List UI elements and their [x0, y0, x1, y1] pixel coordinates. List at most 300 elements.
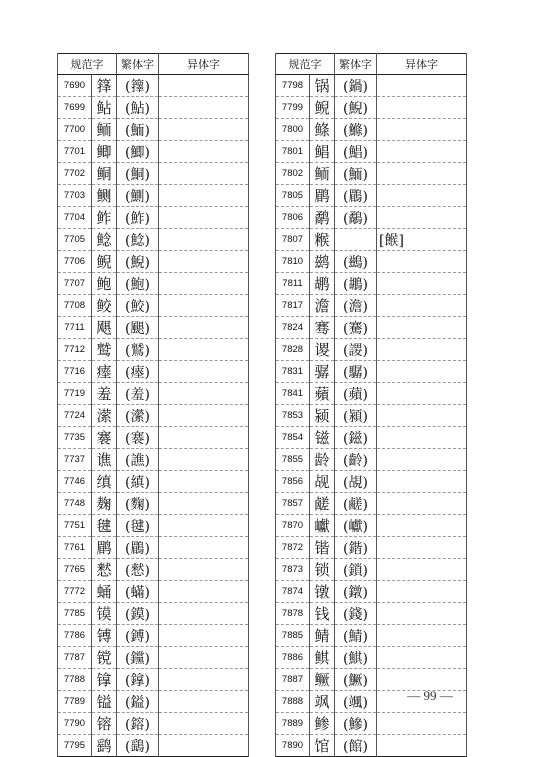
table-row — [58, 647, 249, 669]
entry-number: 7712 — [58, 339, 92, 361]
variant-char — [377, 647, 467, 669]
variant-char — [377, 625, 467, 647]
variant-char — [377, 559, 467, 581]
traditional-char: (鰂) — [117, 185, 159, 207]
standard-char: 褰 — [92, 427, 117, 449]
variant-char — [159, 647, 249, 669]
variant-char — [159, 537, 249, 559]
standard-char: 鹬 — [310, 207, 335, 229]
standard-char: 鲍 — [92, 273, 117, 295]
table-header-row — [276, 54, 467, 75]
table-row — [276, 713, 467, 735]
traditional-char: (鎡) — [335, 427, 377, 449]
table-row — [276, 537, 467, 559]
entry-number: 7870 — [276, 515, 310, 537]
entry-number: 7886 — [276, 647, 310, 669]
table-row — [276, 493, 467, 515]
traditional-char: (鷂) — [117, 735, 159, 757]
standard-char: 鲳 — [310, 141, 335, 163]
entry-number: 7789 — [58, 691, 92, 713]
entry-number: 7873 — [276, 559, 310, 581]
traditional-char: (鷀) — [335, 251, 377, 273]
entry-number: 7817 — [276, 295, 310, 317]
page-number: — 99 — — [407, 688, 453, 703]
entry-number: 7708 — [58, 295, 92, 317]
standard-char: 镈 — [92, 625, 117, 647]
table-row — [276, 229, 467, 251]
entry-number: 7702 — [58, 163, 92, 185]
standard-char: 箨 — [92, 75, 117, 97]
standard-char: 鲭 — [310, 625, 335, 647]
entry-number: 7746 — [58, 471, 92, 493]
table-row — [58, 735, 249, 757]
table-row — [58, 625, 249, 647]
table-row — [276, 603, 467, 625]
header-standard: 规范字 — [276, 54, 335, 75]
header-standard: 规范字 — [58, 54, 117, 75]
standard-char: 飒 — [310, 691, 335, 713]
variant-char: [餱] — [377, 229, 467, 251]
variant-char — [159, 229, 249, 251]
standard-char: 巘 — [310, 515, 335, 537]
table-row — [58, 427, 249, 449]
table-row — [276, 75, 467, 97]
entry-number: 7711 — [58, 317, 92, 339]
traditional-char: (巘) — [335, 515, 377, 537]
traditional-char: (澹) — [335, 295, 377, 317]
entry-number: 7788 — [58, 669, 92, 691]
table-row — [58, 251, 249, 273]
variant-char — [159, 207, 249, 229]
table-row — [276, 317, 467, 339]
standard-char: 锴 — [310, 537, 335, 559]
entry-number: 7704 — [58, 207, 92, 229]
table-row — [276, 383, 467, 405]
table-row — [58, 405, 249, 427]
variant-char — [377, 427, 467, 449]
table-row — [276, 449, 467, 471]
standard-char: 锁 — [310, 559, 335, 581]
entry-number: 7703 — [58, 185, 92, 207]
entry-number: 7795 — [58, 735, 92, 757]
variant-char — [377, 537, 467, 559]
standard-char: 馆 — [310, 735, 335, 757]
table-row — [276, 119, 467, 141]
standard-char: 鲵 — [310, 97, 335, 119]
traditional-char: (錢) — [335, 603, 377, 625]
entry-number: 7707 — [58, 273, 92, 295]
entry-number: 7706 — [58, 251, 92, 273]
entry-number: 7888 — [276, 691, 310, 713]
variant-char — [159, 251, 249, 273]
entry-number: 7889 — [276, 713, 310, 735]
standard-char: 鹞 — [92, 735, 117, 757]
table-row — [276, 185, 467, 207]
standard-char: 鲹 — [310, 713, 335, 735]
standard-char: 鲶 — [92, 229, 117, 251]
header-variant: 异体字 — [377, 54, 467, 75]
variant-char — [159, 75, 249, 97]
variant-char — [159, 97, 249, 119]
entry-number: 7807 — [276, 229, 310, 251]
standard-char: 镃 — [310, 427, 335, 449]
header-traditional: 繁体字 — [335, 54, 377, 75]
entry-number: 7761 — [58, 537, 92, 559]
standard-char: 鹾 — [310, 493, 335, 515]
traditional-char: (鶥) — [117, 537, 159, 559]
traditional-char: (潁) — [335, 405, 377, 427]
table-row — [276, 207, 467, 229]
variant-char — [377, 361, 467, 383]
variant-char — [159, 581, 249, 603]
standard-char: 鲫 — [92, 141, 117, 163]
variant-char — [159, 383, 249, 405]
entry-number: 7853 — [276, 405, 310, 427]
table-row — [58, 449, 249, 471]
table-row — [58, 471, 249, 493]
entry-number: 7716 — [58, 361, 92, 383]
variant-char — [159, 361, 249, 383]
traditional-char: (钂) — [117, 647, 159, 669]
variant-char — [377, 141, 467, 163]
variant-char — [377, 295, 467, 317]
standard-char: 鲇 — [92, 97, 117, 119]
traditional-char: (鯰) — [117, 229, 159, 251]
entry-number: 7885 — [276, 625, 310, 647]
traditional-char: (鱖) — [335, 669, 377, 691]
variant-char — [159, 339, 249, 361]
header-variant: 异体字 — [159, 54, 249, 75]
traditional-char: (謖) — [335, 339, 377, 361]
entry-number: 7701 — [58, 141, 92, 163]
table-row — [58, 141, 249, 163]
table-row — [58, 559, 249, 581]
variant-char — [377, 383, 467, 405]
entry-number: 7699 — [58, 97, 92, 119]
standard-char: 镕 — [92, 713, 117, 735]
entry-number: 7799 — [276, 97, 310, 119]
table-row — [276, 515, 467, 537]
right-character-table — [275, 53, 467, 757]
variant-char — [377, 735, 467, 757]
variant-char — [377, 75, 467, 97]
standard-char: 羞 — [92, 383, 117, 405]
standard-char: 镎 — [92, 669, 117, 691]
traditional-char: (鮞) — [117, 119, 159, 141]
variant-char — [377, 207, 467, 229]
standard-char: 镋 — [92, 647, 117, 669]
traditional-char: (鯢) — [335, 97, 377, 119]
variant-char — [377, 603, 467, 625]
standard-char: 潆 — [92, 405, 117, 427]
entry-number: 7705 — [58, 229, 92, 251]
variant-char — [159, 625, 249, 647]
variant-char — [159, 603, 249, 625]
table-row — [58, 515, 249, 537]
standard-char: 骞 — [310, 317, 335, 339]
standard-char: 镦 — [310, 581, 335, 603]
entry-number: 7857 — [276, 493, 310, 515]
variant-char — [159, 669, 249, 691]
entry-number: 7824 — [276, 317, 310, 339]
standard-char: 颍 — [310, 405, 335, 427]
traditional-char: (鯢) — [117, 251, 159, 273]
entry-number: 7748 — [58, 493, 92, 515]
standard-char: 锅 — [310, 75, 335, 97]
traditional-char: (憖) — [117, 559, 159, 581]
entry-number: 7751 — [58, 515, 92, 537]
traditional-char: (麴) — [117, 493, 159, 515]
traditional-char: (蘋) — [335, 383, 377, 405]
standard-char: 鹕 — [310, 273, 335, 295]
entry-number: 7785 — [58, 603, 92, 625]
traditional-char: (覘) — [335, 471, 377, 493]
entry-number: 7872 — [276, 537, 310, 559]
table-row — [58, 185, 249, 207]
variant-char — [159, 119, 249, 141]
variant-char — [377, 273, 467, 295]
standard-char: 鹫 — [92, 339, 117, 361]
variant-char — [159, 163, 249, 185]
table-row — [276, 339, 467, 361]
traditional-char: (鮓) — [117, 207, 159, 229]
entry-number: 7787 — [58, 647, 92, 669]
entry-number: 7890 — [276, 735, 310, 757]
traditional-char: (鏌) — [117, 603, 159, 625]
traditional-char: (鶘) — [335, 273, 377, 295]
standard-char: 鹚 — [310, 251, 335, 273]
traditional-char: (羞) — [117, 383, 159, 405]
standard-char: 觇 — [310, 471, 335, 493]
entry-number: 7765 — [58, 559, 92, 581]
traditional-char: (鹺) — [335, 493, 377, 515]
table-row — [58, 75, 249, 97]
entry-number: 7887 — [276, 669, 310, 691]
traditional-char: (瘞) — [117, 361, 159, 383]
standard-char: 鹛 — [310, 185, 335, 207]
table-row — [58, 581, 249, 603]
variant-char — [377, 713, 467, 735]
entry-number: 7719 — [58, 383, 92, 405]
entry-number: 7841 — [276, 383, 310, 405]
variant-char — [377, 163, 467, 185]
standard-char: 慭 — [92, 559, 117, 581]
standard-char: 龄 — [310, 449, 335, 471]
traditional-char: (籜) — [117, 75, 159, 97]
table-row — [276, 405, 467, 427]
traditional-char: (瀠) — [117, 405, 159, 427]
standard-char: 缜 — [92, 471, 117, 493]
entry-number: 7854 — [276, 427, 310, 449]
variant-char — [159, 713, 249, 735]
traditional-char: (鎿) — [117, 669, 159, 691]
table-row — [276, 581, 467, 603]
table-row — [276, 361, 467, 383]
traditional-char: (鯖) — [335, 625, 377, 647]
table-row — [276, 559, 467, 581]
standard-char: 鲕 — [310, 163, 335, 185]
traditional-char: (驏) — [335, 361, 377, 383]
variant-char — [377, 515, 467, 537]
traditional-char: (館) — [335, 735, 377, 757]
entry-number: 7724 — [58, 405, 92, 427]
standard-char: 瘗 — [92, 361, 117, 383]
traditional-char: (鮑) — [117, 273, 159, 295]
table-row — [276, 97, 467, 119]
traditional-char: (鍋) — [335, 75, 377, 97]
variant-char — [159, 141, 249, 163]
standard-char: 鲦 — [310, 119, 335, 141]
table-row — [276, 141, 467, 163]
entry-number: 7828 — [276, 339, 310, 361]
table-row — [58, 537, 249, 559]
standard-char: 谯 — [92, 449, 117, 471]
table-row — [58, 669, 249, 691]
variant-char — [377, 493, 467, 515]
header-traditional: 繁体字 — [117, 54, 159, 75]
standard-char: 鹛 — [92, 537, 117, 559]
variant-char — [159, 471, 249, 493]
table-row — [276, 735, 467, 757]
traditional-char: (褰) — [117, 427, 159, 449]
standard-char: 鲕 — [92, 119, 117, 141]
standard-char: 飓 — [92, 317, 117, 339]
variant-char — [377, 251, 467, 273]
variant-char — [159, 691, 249, 713]
standard-char: 鲖 — [92, 163, 117, 185]
standard-char: 钱 — [310, 603, 335, 625]
standard-char: 鲗 — [92, 185, 117, 207]
table-row — [58, 163, 249, 185]
table-row — [276, 471, 467, 493]
table-row — [58, 207, 249, 229]
table-row — [276, 163, 467, 185]
table-row — [58, 603, 249, 625]
standard-char: 镒 — [92, 691, 117, 713]
variant-char — [159, 185, 249, 207]
traditional-char: (鎔) — [117, 713, 159, 735]
variant-char — [159, 295, 249, 317]
standard-char: 鲯 — [310, 647, 335, 669]
traditional-char: (鮞) — [335, 163, 377, 185]
entry-number: 7802 — [276, 163, 310, 185]
standard-char: 鲊 — [92, 207, 117, 229]
table-row — [276, 251, 467, 273]
variant-char — [377, 317, 467, 339]
standard-char: 蘋 — [310, 383, 335, 405]
traditional-char: (鯽) — [117, 141, 159, 163]
table-row — [58, 383, 249, 405]
traditional-char: (蟎) — [117, 581, 159, 603]
variant-char — [377, 97, 467, 119]
variant-char — [159, 449, 249, 471]
traditional-char: (譙) — [117, 449, 159, 471]
table-row — [276, 273, 467, 295]
entry-number: 7878 — [276, 603, 310, 625]
entry-number: 7806 — [276, 207, 310, 229]
table-row — [58, 295, 249, 317]
traditional-char: (鰺) — [335, 713, 377, 735]
entry-number: 7690 — [58, 75, 92, 97]
traditional-char — [335, 229, 377, 251]
entry-number: 7810 — [276, 251, 310, 273]
variant-char — [377, 339, 467, 361]
standard-char: 鲛 — [92, 295, 117, 317]
traditional-char: (鎛) — [117, 625, 159, 647]
table-row — [276, 427, 467, 449]
traditional-char: (颯) — [335, 691, 377, 713]
traditional-char: (鐓) — [335, 581, 377, 603]
variant-char — [159, 427, 249, 449]
traditional-char: (颶) — [117, 317, 159, 339]
table-row — [58, 691, 249, 713]
variant-char — [377, 185, 467, 207]
traditional-char: (齡) — [335, 449, 377, 471]
table-row — [58, 273, 249, 295]
traditional-char: (鷲) — [117, 339, 159, 361]
standard-char: 麹 — [92, 493, 117, 515]
traditional-char: (鍇) — [335, 537, 377, 559]
standard-char: 澹 — [310, 295, 335, 317]
traditional-char: (鎰) — [117, 691, 159, 713]
standard-char: 毽 — [92, 515, 117, 537]
traditional-char: (鮎) — [117, 97, 159, 119]
entry-number: 7856 — [276, 471, 310, 493]
variant-char — [377, 581, 467, 603]
traditional-char: (鯕) — [335, 647, 377, 669]
table-header-row — [58, 54, 249, 75]
table-row — [58, 713, 249, 735]
table-row — [276, 625, 467, 647]
traditional-char: (鮫) — [117, 295, 159, 317]
entry-number: 7805 — [276, 185, 310, 207]
table-row — [276, 295, 467, 317]
variant-char — [377, 471, 467, 493]
traditional-char: (鎖) — [335, 559, 377, 581]
entry-number: 7735 — [58, 427, 92, 449]
variant-char — [159, 559, 249, 581]
table-row — [58, 317, 249, 339]
entry-number: 7831 — [276, 361, 310, 383]
entry-number: 7772 — [58, 581, 92, 603]
traditional-char: (鶥) — [335, 185, 377, 207]
traditional-char: (鯧) — [335, 141, 377, 163]
entry-number: 7700 — [58, 119, 92, 141]
standard-char: 鳜 — [310, 669, 335, 691]
table-row — [58, 229, 249, 251]
traditional-char: (騫) — [335, 317, 377, 339]
table-row — [58, 97, 249, 119]
table-row — [58, 361, 249, 383]
entry-number: 7737 — [58, 449, 92, 471]
entry-number: 7801 — [276, 141, 310, 163]
variant-char — [159, 405, 249, 427]
table-row — [276, 647, 467, 669]
standard-char: 鲵 — [92, 251, 117, 273]
entry-number: 7798 — [276, 75, 310, 97]
variant-char — [159, 515, 249, 537]
standard-char: 谡 — [310, 339, 335, 361]
variant-char — [377, 449, 467, 471]
variant-char — [377, 405, 467, 427]
variant-char — [159, 273, 249, 295]
variant-char — [159, 493, 249, 515]
left-character-table — [57, 53, 249, 757]
entry-number: 7811 — [276, 273, 310, 295]
traditional-char: (鰷) — [335, 119, 377, 141]
traditional-char: (毽) — [117, 515, 159, 537]
variant-char — [159, 735, 249, 757]
